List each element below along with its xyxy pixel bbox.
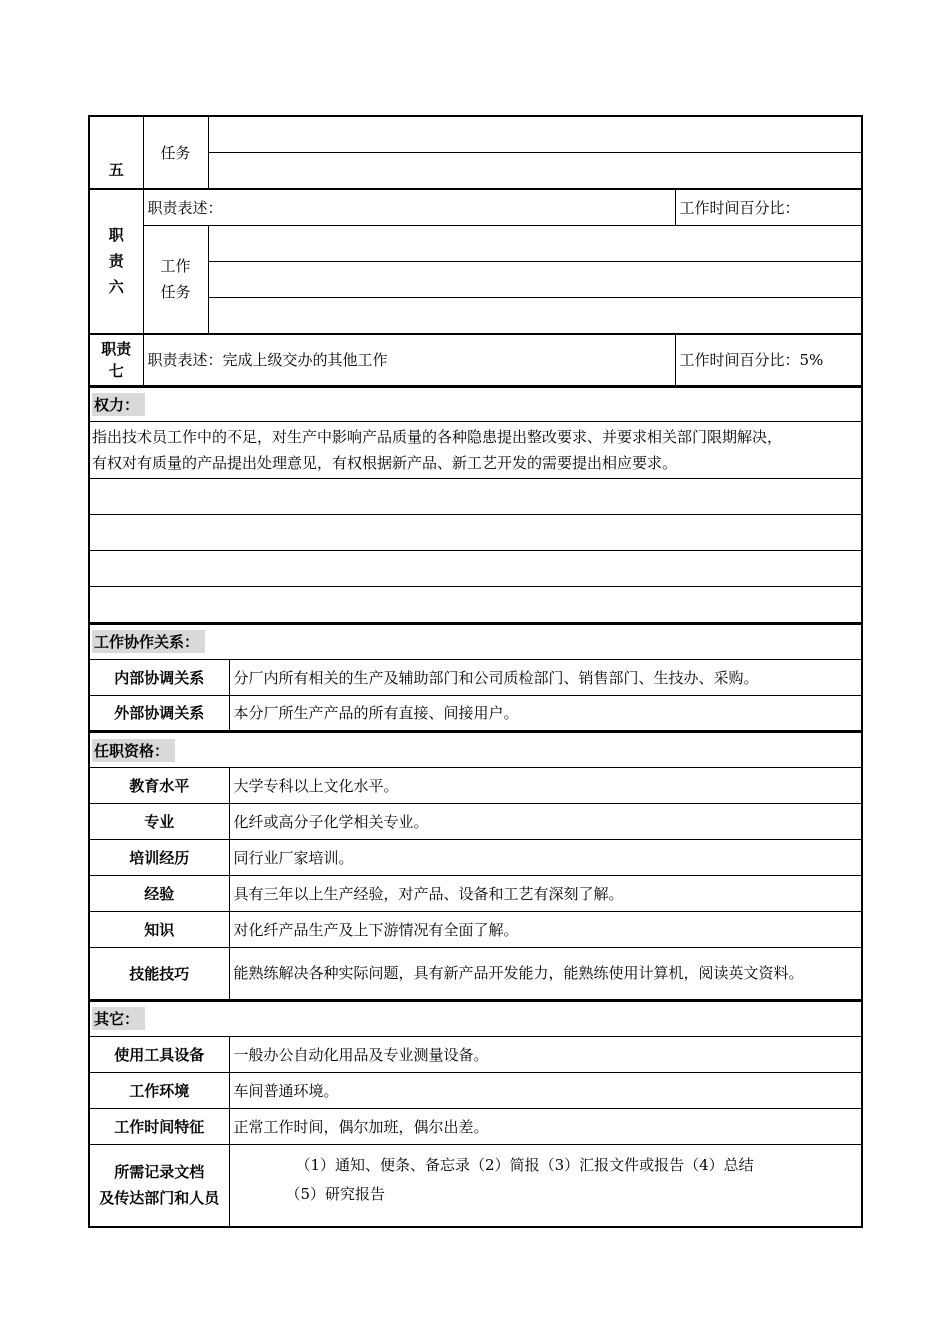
- skills-label: 技能技巧: [89, 948, 229, 1000]
- knowledge-value: 对化纤产品生产及上下游情况有全面了解。: [229, 912, 862, 948]
- duty6-label-2: 责: [108, 252, 124, 270]
- other-table: [88, 1001, 863, 1229]
- duty7-desc: 职责表述：完成上级交办的其他工作: [143, 334, 675, 386]
- internal-coordination-value: 分厂内所有相关的生产及辅助部门和公司质检部门、销售部门、生技办、采购。: [229, 659, 862, 695]
- duty5-task-line-1[interactable]: [208, 116, 862, 152]
- records-label-2: 及传达部门和人员: [99, 1189, 220, 1208]
- major-value: 化纤或高分子化学相关专业。: [229, 804, 862, 840]
- duty6-table: [88, 189, 863, 334]
- training-value: 同行业厂家培训。: [229, 840, 862, 876]
- environment-value: 车间普通环境。: [229, 1072, 862, 1108]
- duty6-label-1: 职: [108, 226, 124, 244]
- skills-value: 能熟练解决各种实际问题，具有新产品开发能力，能熟练使用计算机，阅读英文资料。: [229, 948, 862, 1000]
- duty5-label: 五: [89, 116, 143, 188]
- records-value-line-2: （5）研究报告: [285, 1184, 386, 1203]
- education-label: 教育水平: [89, 768, 229, 804]
- authority-blank-line-2[interactable]: [89, 515, 862, 551]
- duty6-task-label-2: 任务: [160, 283, 191, 301]
- external-coordination-label: 外部协调关系: [89, 695, 229, 731]
- job-description-sheet: [88, 115, 863, 1228]
- duty6-label: [89, 189, 143, 333]
- environment-label: 工作环境: [89, 1072, 229, 1108]
- other-heading: 其它：: [92, 1007, 145, 1030]
- qualification-heading-cell: [89, 733, 862, 768]
- authority-blank-line-4[interactable]: [89, 587, 862, 623]
- tools-value: 一般办公自动化用品及专业测量设备。: [229, 1036, 862, 1072]
- cooperation-heading-cell: [89, 624, 862, 659]
- authority-text-line-2: 有权对有质量的产品提出处理意见，有权根据新产品、新工艺开发的需要提出相应要求。: [92, 454, 678, 472]
- duty6-task-line-1[interactable]: [208, 225, 862, 261]
- duty7-table: [88, 334, 863, 388]
- qualification-heading: 任职资格：: [92, 739, 175, 762]
- duty5-table: [88, 115, 863, 189]
- education-value: 大学专科以上文化水平。: [229, 768, 862, 804]
- authority-text-line-1: 指出技术员工作中的不足，对生产中影响产品质量的各种隐患提出整改要求、并要求相关部门限期解决，: [92, 428, 783, 446]
- authority-table: [88, 387, 863, 624]
- authority-heading: 权力：: [92, 393, 145, 416]
- work-time-value: 正常工作时间，偶尔加班，偶尔出差。: [229, 1108, 862, 1144]
- training-label: 培训经历: [89, 840, 229, 876]
- authority-blank-line-1[interactable]: [89, 479, 862, 515]
- duty7-label-2: 七: [108, 361, 124, 380]
- authority-text: [89, 422, 862, 479]
- other-heading-cell: [89, 1001, 862, 1036]
- tools-label: 使用工具设备: [89, 1036, 229, 1072]
- duty5-task-label: 任务: [143, 116, 208, 188]
- duty6-task-line-3[interactable]: [208, 297, 862, 333]
- duty7-label: [89, 334, 143, 386]
- duty5-task-line-2[interactable]: [208, 152, 862, 188]
- duty6-task-label-1: 工作: [160, 257, 191, 275]
- duty6-task-label: [143, 225, 208, 333]
- duty6-desc-label: 职责表述：: [143, 189, 675, 225]
- major-label: 专业: [89, 804, 229, 840]
- duty7-label-1: 职责: [101, 339, 132, 358]
- external-coordination-value: 本分厂所生产产品的所有直接、间接用户。: [229, 695, 862, 731]
- work-time-label: 工作时间特征: [89, 1108, 229, 1144]
- duty6-label-3: 六: [108, 278, 124, 296]
- duty6-task-line-2[interactable]: [208, 261, 862, 297]
- records-value-line-1: （1）通知、便条、备忘录（2）简报（3）汇报文件或报告（4）总结: [295, 1155, 754, 1174]
- authority-blank-line-3[interactable]: [89, 551, 862, 587]
- cooperation-heading: 工作协作关系：: [92, 630, 205, 653]
- records-label: [89, 1144, 229, 1227]
- knowledge-label: 知识: [89, 912, 229, 948]
- internal-coordination-label: 内部协调关系: [89, 659, 229, 695]
- experience-label: 经验: [89, 876, 229, 912]
- authority-heading-cell: [89, 388, 862, 422]
- records-value: [229, 1144, 862, 1227]
- duty7-pct: 工作时间百分比：5%: [675, 334, 862, 386]
- records-label-1: 所需记录文档: [114, 1163, 205, 1182]
- duty6-pct-label: 工作时间百分比：: [675, 189, 862, 225]
- experience-value: 具有三年以上生产经验，对产品、设备和工艺有深刻了解。: [229, 876, 862, 912]
- qualification-table: [88, 732, 863, 1001]
- cooperation-table: [88, 624, 863, 733]
